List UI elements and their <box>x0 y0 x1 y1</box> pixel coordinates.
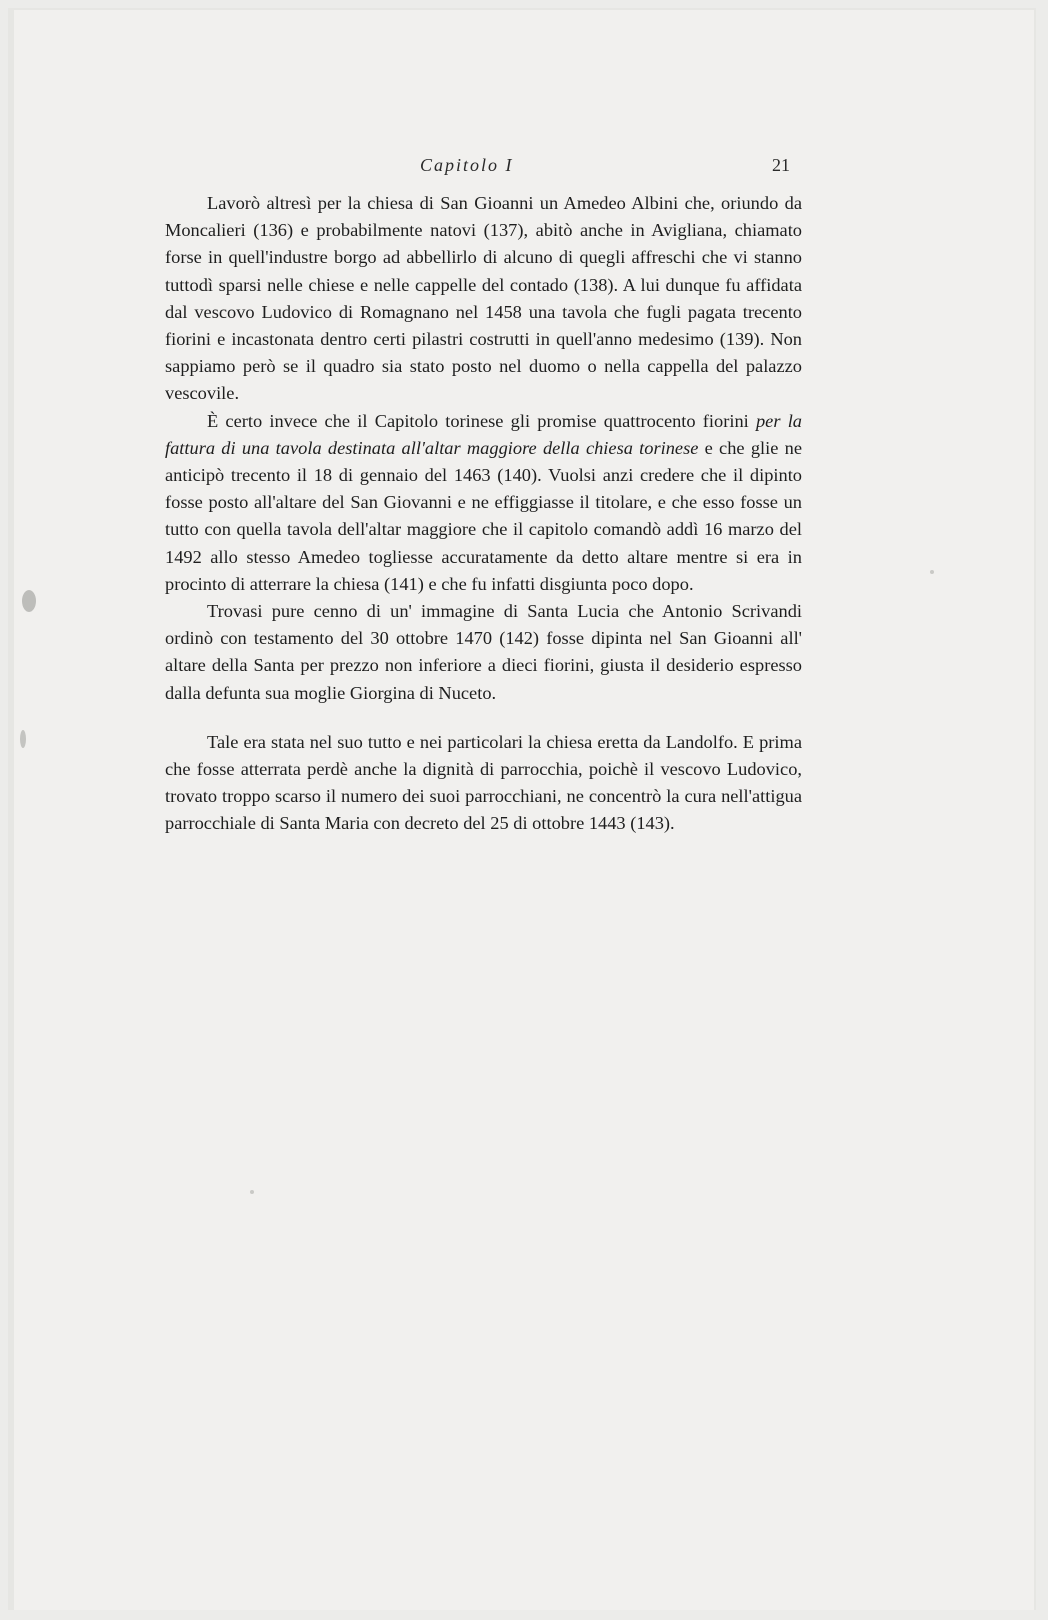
paper-speck <box>20 730 26 748</box>
paragraph-2-text-after: e che glie ne anticipò trecento il 18 di gennaio del 1463 (140). Vuolsi anzi credere che il dipinto fosse posto all'altare del San Giovanni e ne effiggiasse il titolare, e che esso fosse un tutto con quella tavola dell'altar maggiore che il capitolo comandò addì 16 marzo del 1492 allo stesso Amedeo togliesse accuratamente da detto altare mentre si era in procinto di atterrare la chiesa (141) e che fu infatti disgiunta poco dopo. <box>165 437 802 594</box>
paper-speck <box>22 590 36 612</box>
page-number: 21 <box>772 155 790 175</box>
paragraph-4: Tale era stata nel suo tutto e nei particolari la chiesa eretta da Landolfo. E prima che fosse atterrata perdè anche la dignità di parrocchia, poichè il vescovo Ludovico, trovato troppo scarso il numero dei suoi parrocchiani, ne concentrò la cura nell'attigua parrocchiale di Santa Maria con decreto del 25 di ottobre 1443 (143). <box>165 731 802 834</box>
chapter-title: Capitolo I <box>420 155 514 175</box>
paper-speck <box>250 1190 254 1194</box>
paragraph-2-text-before: È certo invece che il Capitolo torinese gli promise quattrocento fiorini <box>207 410 756 431</box>
paragraph-2-italic-quote: per la fattura di una tavola destinata all'altar maggiore della chiesa torinese <box>165 410 802 458</box>
paragraph-3: Trovasi pure cenno di un' immagine di Santa Lucia che Antonio Scrivandi ordinò con testamento del 30 ottobre 1470 (142) fosse dipinta nel San Gioanni all' altare della Santa per prezzo non inferiore a dieci fiorini, giusta il desiderio espresso dalla defunta sua moglie Giorgina di Nuceto. <box>165 601 802 703</box>
running-header <box>165 155 800 183</box>
paragraph-1: Lavorò altresì per la chiesa di San Gioanni un Amedeo Albini che, oriundo da Moncalieri (136) e probabilmente natovi (137), abitò anche in Avigliana, chiamato forse in quell'industre borgo ad abbellirlo di alcuno di quegli affreschi che vi stanno tuttodì sparsi nelle chiese e nelle cappelle del contado (138). A lui dunque fu affidata dal vescovo Ludovico di Romagnano nel 1458 una tavola che fugli pagata trecento fiorini e incastonata dentro certi pilastri costrutti in quell'anno medesimo (139). Non sappiamo però se il quadro sia stato posto nel duomo o nella cappella del palazzo vescovile. <box>165 193 802 404</box>
paper-speck <box>930 570 934 574</box>
body-text <box>165 190 802 838</box>
paragraph-2 <box>165 408 802 598</box>
